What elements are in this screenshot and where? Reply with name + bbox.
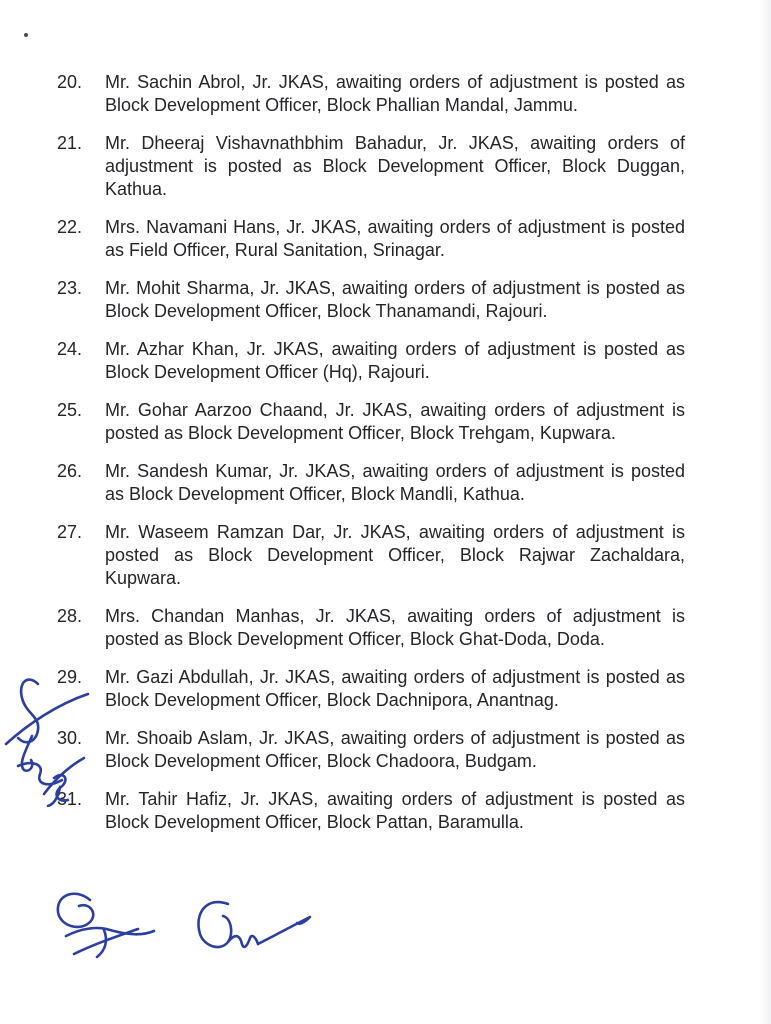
item-text: Mr. Sachin Abrol, Jr. JKAS, awaiting orders of adjustment is posted as Block Development Officer, Block Phallian Mandal, Jammu. (105, 72, 685, 115)
item-text: Mrs. Chandan Manhas, Jr. JKAS, awaiting orders of adjustment is posted as Block Development Officer, Block Ghat-Doda, Doda. (105, 606, 685, 649)
item-text: Mr. Gohar Aarzoo Chaand, Jr. JKAS, awaiting orders of adjustment is posted as Block Development Officer, Block Trehgam, Kupwara. (105, 400, 685, 443)
item-number: 29. (57, 667, 83, 687)
item-number: 24. (57, 339, 83, 359)
signature-right (186, 896, 316, 966)
item-text: Mr. Shoaib Aslam, Jr. JKAS, awaiting orders of adjustment is posted as Block Development Officer, Block Chadoora, Budgam. (105, 728, 685, 771)
item-text: Mr. Dheeraj Vishavnathbhim Bahadur, Jr. JKAS, awaiting orders of adjustment is posted as Block Development Officer, Block Duggan, Kathua. (105, 133, 685, 199)
list-item (57, 605, 685, 651)
list-item (57, 216, 685, 262)
item-number: 22. (57, 217, 83, 237)
ink-dot (24, 33, 28, 37)
list-item (57, 666, 685, 712)
list-item (57, 277, 685, 323)
item-number: 26. (57, 461, 83, 481)
list-item (57, 399, 685, 445)
item-number: 21. (57, 133, 83, 153)
list-item (57, 460, 685, 506)
scan-edge-shading (759, 0, 771, 1024)
list-item (57, 338, 685, 384)
list-item (57, 71, 685, 117)
list-item (57, 132, 685, 201)
order-list (57, 71, 685, 849)
item-text: Mr. Mohit Sharma, Jr. JKAS, awaiting orders of adjustment is posted as Block Development Officer, Block Thanamandi, Rajouri. (105, 278, 685, 321)
item-number: 30. (57, 728, 83, 748)
list-item (57, 521, 685, 590)
item-number: 28. (57, 606, 83, 626)
item-number: 25. (57, 400, 83, 420)
item-text: Mr. Sandesh Kumar, Jr. JKAS, awaiting orders of adjustment is posted as Block Development Officer, Block Mandli, Kathua. (105, 461, 685, 504)
signature-left (46, 886, 166, 971)
item-number: 27. (57, 522, 83, 542)
item-text: Mr. Azhar Khan, Jr. JKAS, awaiting orders of adjustment is posted as Block Development Officer (Hq), Rajouri. (105, 339, 685, 382)
item-number: 20. (57, 72, 83, 92)
item-number: 31. (57, 789, 83, 809)
item-text: Mr. Gazi Abdullah, Jr. JKAS, awaiting orders of adjustment is posted as Block Development Officer, Block Dachnipora, Anantnag. (105, 667, 685, 710)
list-item (57, 727, 685, 773)
item-number: 23. (57, 278, 83, 298)
item-text: Mr. Tahir Hafiz, Jr. JKAS, awaiting orders of adjustment is posted as Block Development Officer, Block Pattan, Baramulla. (105, 789, 685, 832)
item-text: Mrs. Navamani Hans, Jr. JKAS, awaiting orders of adjustment is posted as Field Officer, Rural Sanitation, Srinagar. (105, 217, 685, 260)
list-item (57, 788, 685, 834)
item-text: Mr. Waseem Ramzan Dar, Jr. JKAS, awaiting orders of adjustment is posted as Block Development Officer, Block Rajwar Zachaldara, Kupwara. (105, 522, 685, 588)
